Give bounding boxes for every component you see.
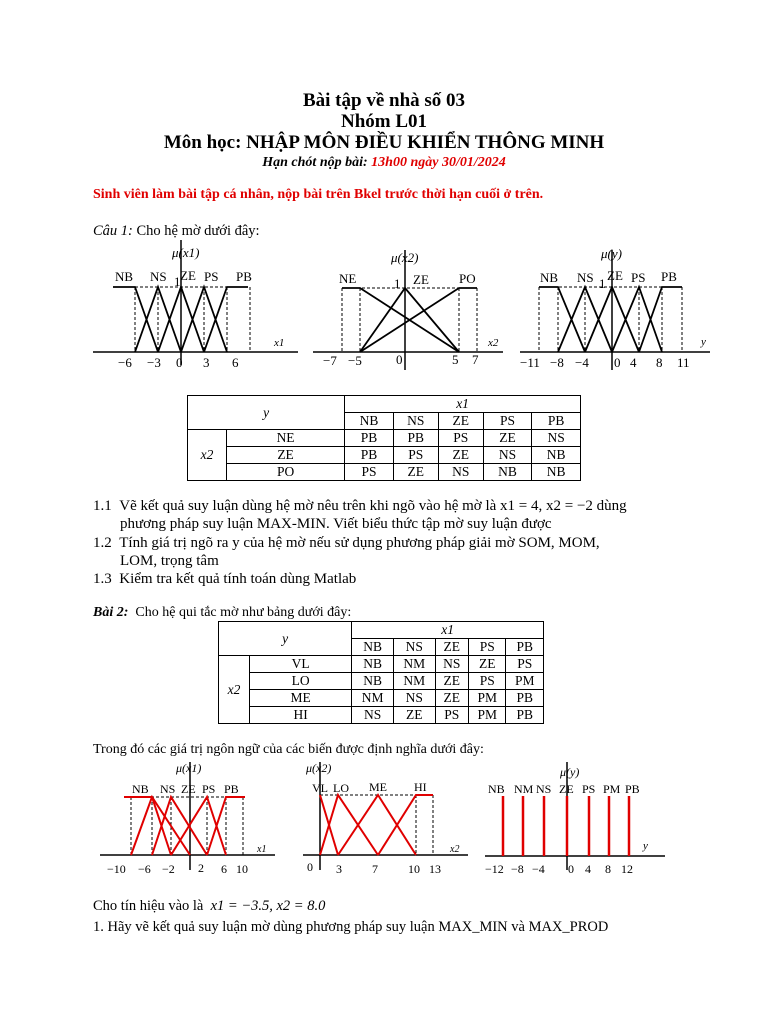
tick-label: 6 — [221, 862, 227, 876]
table-cell: NS — [532, 430, 581, 447]
tick-label: 7 — [472, 352, 479, 367]
item-text: Tính giá trị ngõ ra y của hệ mờ nếu sử dụng phương pháp giải mờ SOM, MOM, — [119, 535, 600, 551]
x-label: x1 — [257, 844, 267, 855]
tick-label: 10 — [236, 862, 248, 876]
column-header: NS — [393, 639, 435, 656]
set-label-nb: NB — [115, 269, 134, 284]
submission-note: Sinh viên làm bài tập cá nhân, nộp bài trên Bkel trước thời hạn cuối ở trên. — [93, 187, 544, 202]
set-label-lo: LO — [333, 781, 349, 795]
table-cell: PM — [506, 673, 544, 690]
table-cell: ZE — [393, 707, 435, 724]
row-header: ZE — [227, 447, 345, 464]
table-cell: NB — [352, 673, 394, 690]
y-label: μ(y) — [601, 246, 622, 261]
q2-membership-chart-x2 — [298, 760, 473, 880]
set-label-ze: ZE — [607, 268, 623, 283]
table-cell: PS — [393, 447, 438, 464]
question1-label: Câu 1: — [93, 223, 133, 239]
set-label-ps: PS — [202, 782, 216, 796]
q1-item-2 — [93, 534, 683, 570]
set-label-pb: PB — [625, 782, 640, 796]
set-label-ne: NE — [339, 271, 357, 286]
tick-label: 7 — [372, 862, 378, 876]
column-header: PS — [483, 413, 532, 430]
tick-label: 0 — [614, 355, 621, 370]
tick-label: 10 — [408, 862, 420, 876]
set-label-pb: PB — [224, 782, 239, 796]
table-cell: NS — [352, 707, 394, 724]
one-label: 1 — [174, 274, 181, 289]
deadline-label: Hạn chót nộp bài: — [262, 155, 368, 170]
x-label: x1 — [274, 337, 285, 349]
table-cell: PB — [506, 707, 544, 724]
set-label-ps: PS — [631, 270, 646, 285]
table-cell: NB — [352, 656, 394, 673]
table-cell: PB — [506, 690, 544, 707]
set-label-ze: ZE — [180, 268, 196, 283]
tick-label: −4 — [575, 355, 589, 370]
table-cell: NB — [483, 464, 532, 481]
table-cell: ZE — [393, 464, 438, 481]
table-cell: PM — [468, 690, 506, 707]
table-cell: PS — [468, 673, 506, 690]
q1-membership-chart-x2 — [308, 245, 508, 375]
tick-label: 0 — [568, 862, 574, 876]
set-label-po: PO — [459, 271, 476, 286]
set-label-ns: NS — [150, 269, 167, 284]
set-label-pb: PB — [236, 269, 252, 284]
set-label-vl: VL — [312, 781, 328, 795]
tick-label: −12 — [485, 862, 504, 876]
tick-label: −3 — [147, 355, 161, 370]
table-cell: NM — [352, 690, 394, 707]
column-header: NB — [352, 639, 394, 656]
table-cell: NB — [532, 464, 581, 481]
tick-label: −7 — [323, 353, 337, 368]
table-cell: PS — [506, 656, 544, 673]
item-text: Kiểm tra kết quả tính toán dùng Matlab — [119, 571, 357, 587]
guide-lines — [539, 287, 682, 352]
column-header: PS — [468, 639, 506, 656]
set-label-ns: NS — [577, 270, 594, 285]
table-corner: y — [282, 630, 289, 646]
tick-label: 8 — [656, 355, 663, 370]
tick-label: 5 — [452, 352, 459, 367]
column-header: NB — [345, 413, 394, 430]
tick-label: −11 — [520, 355, 540, 370]
row-header: HI — [250, 707, 352, 724]
q1-membership-chart-y — [515, 245, 715, 375]
set-label-pm: PM — [603, 782, 621, 796]
deadline-value: 13h00 ngày 30/01/2024 — [371, 155, 506, 170]
tick-label: 0 — [396, 352, 403, 367]
row-header: LO — [250, 673, 352, 690]
table-cell: NB — [532, 447, 581, 464]
set-label-ze: ZE — [413, 272, 429, 287]
table-cell: PM — [468, 707, 506, 724]
item-number: 1.2 — [93, 535, 112, 551]
set-label-me: ME — [369, 780, 387, 794]
mf-ps — [612, 287, 662, 352]
set-label-ps: PS — [204, 269, 219, 284]
table-cell: ZE — [438, 447, 483, 464]
row-header: NE — [227, 430, 345, 447]
question2-label: Bài 2: — [93, 605, 129, 620]
item-text: LOM, trọng tâm — [120, 553, 219, 569]
y-label: μ(x1) — [172, 245, 200, 260]
one-label: 1 — [394, 276, 401, 291]
column-header: PB — [532, 413, 581, 430]
row-header: PO — [227, 464, 345, 481]
table-cell: PB — [345, 430, 394, 447]
q1-item-1 — [93, 497, 683, 533]
question2-text: Cho hệ qui tắc mờ như bảng dưới đây: — [135, 605, 352, 620]
tick-label: −10 — [107, 862, 126, 876]
column-variable: x1 — [441, 622, 455, 637]
row-variable: x2 — [200, 447, 214, 462]
tick-label: −6 — [118, 355, 132, 370]
tick-label: −2 — [162, 862, 175, 876]
question1-text: Cho hệ mờ dưới đây: — [136, 223, 260, 239]
column-variable: x1 — [456, 396, 469, 411]
item-text: Vẽ kết quả suy luận dùng hệ mờ nêu trên khi ngõ vào hệ mờ là x1 = 4, x2 = −2 dùng — [119, 498, 627, 514]
singleton-sets — [503, 796, 629, 856]
y-label: μ(y) — [560, 765, 580, 779]
table-cell: NM — [393, 673, 435, 690]
table-cell: NM — [393, 656, 435, 673]
table-cell: NS — [393, 690, 435, 707]
set-label-ze: ZE — [181, 782, 196, 796]
q2-membership-chart-x1 — [90, 760, 280, 880]
tick-label: −5 — [348, 353, 362, 368]
y-label: μ(x1) — [176, 761, 202, 775]
tick-label: −8 — [550, 355, 564, 370]
set-label-nb: NB — [488, 782, 505, 796]
tick-label: 12 — [621, 862, 633, 876]
row-header: ME — [250, 690, 352, 707]
definitions-text: Trong đó các giá trị ngôn ngữ của các biến được định nghĩa dưới đây: — [93, 742, 484, 757]
table-cell: ZE — [468, 656, 506, 673]
y-label: μ(x2) — [306, 761, 332, 775]
column-header: ZE — [435, 639, 468, 656]
column-header: NS — [393, 413, 438, 430]
mf-pb — [204, 287, 248, 352]
table-cell: PS — [345, 464, 394, 481]
set-label-nb: NB — [540, 270, 559, 285]
set-label-ps: PS — [582, 782, 596, 796]
q1-membership-chart-x1 — [88, 240, 303, 375]
table-cell: ZE — [483, 430, 532, 447]
table-corner: y — [263, 404, 270, 420]
input-signal-value: x1 = −3.5, x2 = 8.0 — [210, 898, 326, 914]
table-cell: NS — [483, 447, 532, 464]
row-header: VL — [250, 656, 352, 673]
item-text: phương pháp suy luận MAX-MIN. Viết biểu thức tập mờ suy luận được — [120, 516, 552, 532]
tick-label: −8 — [511, 862, 524, 876]
input-signal — [93, 898, 325, 915]
question2-heading — [93, 605, 351, 621]
table-cell: PS — [438, 430, 483, 447]
column-header: ZE — [438, 413, 483, 430]
item-number: 1.1 — [93, 498, 112, 514]
item-number: 1.3 — [93, 571, 112, 587]
set-label-nm: NM — [514, 782, 534, 796]
set-label-hi: HI — [414, 780, 427, 794]
tick-label: 0 — [176, 355, 183, 370]
x-label: y — [643, 840, 648, 852]
tick-label: 0 — [307, 860, 313, 874]
mf-pb — [639, 287, 682, 352]
guide-lines — [320, 795, 433, 855]
table-cell: PB — [393, 430, 438, 447]
table-cell: PB — [345, 447, 394, 464]
set-label-pb: PB — [661, 269, 677, 284]
q2-membership-chart-y — [480, 760, 670, 880]
q1-rule-table — [187, 395, 581, 481]
table-cell: ZE — [435, 673, 468, 690]
x-label: y — [701, 336, 706, 348]
y-label: μ(x2) — [391, 250, 419, 265]
one-label: 1 — [599, 276, 606, 291]
row-variable: x2 — [227, 681, 241, 697]
course-title: Môn học: NHẬP MÔN ĐIỀU KHIỂN THÔNG MINH — [163, 132, 605, 153]
tick-label: −4 — [532, 862, 545, 876]
table-cell: NS — [438, 464, 483, 481]
table-cell: NS — [435, 656, 468, 673]
tick-label: 4 — [630, 355, 637, 370]
membership-functions — [124, 797, 245, 855]
tick-label: 3 — [336, 862, 342, 876]
table-cell: ZE — [435, 690, 468, 707]
x-label: x2 — [450, 844, 460, 855]
column-header: PB — [506, 639, 544, 656]
question1-heading — [93, 223, 260, 240]
tick-label: 6 — [232, 355, 239, 370]
assignment-title: Bài tập về nhà số 03 — [302, 90, 466, 111]
group-title: Nhóm L01 — [340, 111, 428, 132]
q1-item-3 — [93, 570, 683, 588]
set-label-ns: NS — [536, 782, 552, 796]
task-text: 1. Hãy vẽ kết quả suy luận mờ dùng phương pháp suy luận MAX_MIN và MAX_PROD — [93, 919, 609, 935]
tick-label: 3 — [203, 355, 210, 370]
set-label-ze: ZE — [559, 782, 574, 796]
input-signal-text: Cho tín hiệu vào là — [93, 898, 204, 914]
tick-label: 11 — [677, 355, 690, 370]
tick-label: 8 — [605, 862, 611, 876]
tick-label: 4 — [585, 862, 591, 876]
table-cell: PS — [435, 707, 468, 724]
tick-label: 2 — [198, 861, 204, 875]
q2-rule-table — [218, 621, 544, 724]
set-label-nb: NB — [132, 782, 149, 796]
x-label: x2 — [488, 337, 499, 349]
tick-label: 13 — [429, 862, 441, 876]
tick-label: −6 — [138, 862, 151, 876]
set-label-ns: NS — [160, 782, 176, 796]
deadline — [0, 155, 768, 171]
